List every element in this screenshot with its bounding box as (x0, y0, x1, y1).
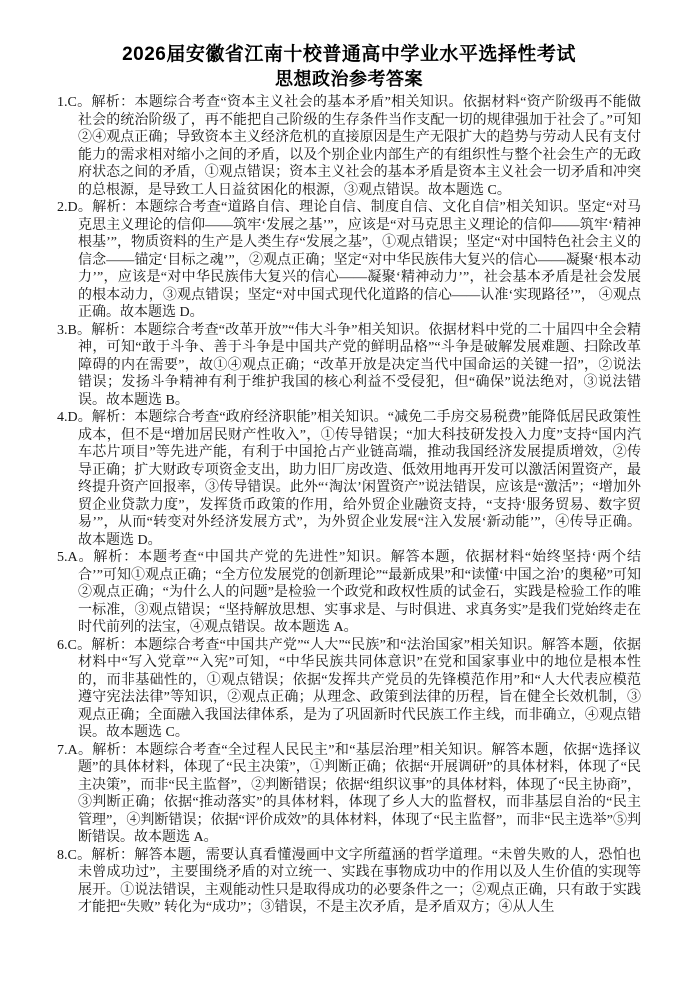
answer-list (57, 94, 641, 917)
answer-item-2 (57, 199, 641, 322)
answer-label-7: 7.A。 (57, 742, 93, 758)
answer-label-5: 5.A。 (57, 550, 94, 565)
answer-label-8: 8.C。 (57, 847, 92, 863)
answer-label-3: 3.B。 (57, 322, 92, 338)
exam-title: 2026届安徽省江南十校普通高中学业水平选择性考试 (122, 44, 576, 65)
answer-text-8: 解析：解答本题，需要认真看懂漫画中文字所蕴涵的哲学道理。“未曾失败的人，恐怕也未曾成功过”，主要围绕矛盾的对立统一、实践在事物成功中的作用以及人生价值的实现等展开。①说法错误，主观能动性只是取得成功的必要条件之一；②观点正确，只有敢于实践才能把“失败” 转化为“成功”；③错误，不是主次矛盾，是矛盾双方；④从人生 (78, 847, 641, 915)
answer-text-4: 解析：本题综合考查“政府经济职能”相关知识。“减免二手房交易税费”能降低居民政策性成本，但不是“增加居民财产性收入”，①传导错误；“加大科技研发投入力度”支持“国内汽车芯片项目”等先进产能，有利于中国抢占产业链高端，推动我国经济发展提质增效，②传导正确；扩大财政专项资金支出，助力旧厂房改造、低效用地再开发可以激活闲置资产，最终提升资产回报率，③传导错误。此外“‘淘汰’闲置资产”说法错误，应该是“激活”；“增加外贸企业贷款力度”，发挥货币政策的作用，给外贸企业融资支持，“支持‘服务贸易、数字贸易’”，从而“转变对外经济发展方式”，为外贸企业发展“注入发展‘新动能’”，④传导正确。故本题选 D。 (78, 410, 641, 548)
answer-text-6: 解析：本题综合考查“中国共产党”“人大”“民族”和“法治国家”相关知识。解答本题，依据材料中“写入党章”“入宪”可知，“中华民族共同体意识”在党和国家事业中的地位是根本性的，而非基础性的，①观点错误；依据“发挥共产党员的先锋模范作用”和“人大代表应模范遵守宪法法律”等知识，②观点正确；从理念、政策到法律的历程，旨在健全长效机制，③观点正确；全面融入我国法律体系，是为了巩固新时代民族工作主线，而非确立，④观点错误。故本题选 C。 (78, 637, 641, 740)
answer-text-7: 解析：本题综合考查“全过程人民民主”和“基层治理”相关知识。解答本题，依据“选择议题”的具体材料，体现了“民主决策”，①判断正确；依据“开展调研”的具体材料，体现了“民主决策”，而非“民主监督”，②判断错误；依据“组织议事”的具体材料，体现了“民主协商”，③判断正确；依据“推动落实”的具体材料，体现了乡人大的监督权，而非基层自治的“民主管理”，④判断错误；依据“评价成效”的具体材料，体现了“民主监督”，而非“民主选举”⑤判断错误。故本题选 A。 (78, 742, 641, 845)
answer-text-1: 解析：本题综合考查“资本主义社会的基本矛盾”相关知识。依据材料“资产阶级再不能做社会的统治阶级了，再不能把自己阶级的生存条件当作支配一切的规律强加于社会了。”可知②④观点正确；导致资本主义经济危机的直接原因是生产无限扩大的趋势与劳动人民有支付能力的需求相对缩小之间的矛盾，以及个别企业内部生产的有组织性与整个社会生产的无政府状态之间的矛盾，①观点错误；资本主义社会的基本矛盾是资本主义社会一切矛盾和冲突的总根源，是导致工人日益贫困化的根源，③观点错误。故本题选 C。 (78, 95, 641, 198)
answer-label-6: 6.C。 (57, 637, 92, 653)
answers-subtitle: 思想政治参考答案 (275, 69, 423, 89)
answer-item-7 (57, 742, 641, 847)
answer-label-1: 1.C。 (57, 95, 92, 110)
answer-text-3: 解析：本题综合考查“改革开放”“伟大斗争”相关知识。依据材料中党的二十届四中全会精神，可知“敢于斗争、善于斗争是中国共产党的鲜明品格”“斗争是破解发展难题、扫除改革障碍的内在需要”，故①④观点正确；“改革开放是决定当代中国命运的关键一招”，②说法错误；发扬斗争精神有利于维护我国的核心利益不受侵犯，但“确保”说法绝对，③说法错误。故本题选 B。 (78, 322, 641, 408)
answer-text-5: 解析：本题考查“中国共产党的先进性”知识。解答本题，依据材料“始终坚持‘两个结合’”可知①观点正确；“全方位发展党的创新理论”“最新成果”和“读懂‘中国之治’的奥秘”可知②观点正确；“为什么人的问题”是检验一个政党和政权性质的试金石，实践是检验工作的唯一标准，③观点错误；“坚持解放思想、实事求是、与时俱进、求真务实”是我们党始终走在时代前列的法宝，④观点错误。故本题选 A。 (78, 550, 641, 635)
answer-item-5 (57, 549, 641, 637)
answer-text-2: 解析：本题综合考查“道路自信、理论自信、制度自信、文化自信”相关知识。坚定“对马克思主义理论的信仰——筑牢‘发展之基’”，应该是“对马克思主义理论的信仰——筑牢‘精神根基’”，物质资料的生产是人类生存“发展之基”，①观点错误；坚定“对中国特色社会主义的信念——锚定‘目标之魂’”，②观点正确；坚定“对中华民族伟大复兴的信心——凝聚‘根本动力’”，应该是“对中华民族伟大复兴的信心——凝聚‘精神动力’”，社会基本矛盾是社会发展的根本动力，③观点错误；坚定“对中国式现代化道路的信心——认准‘实现路径’”， ④观点正确。故本题选 D。 (78, 200, 641, 320)
answer-item-3 (57, 322, 641, 410)
answer-item-1 (57, 94, 641, 199)
answer-item-6 (57, 637, 641, 742)
answer-label-2: 2.D。 (57, 200, 93, 215)
answer-item-4 (57, 409, 641, 549)
answer-label-4: 4.D。 (57, 410, 92, 425)
answer-item-8 (57, 847, 641, 917)
